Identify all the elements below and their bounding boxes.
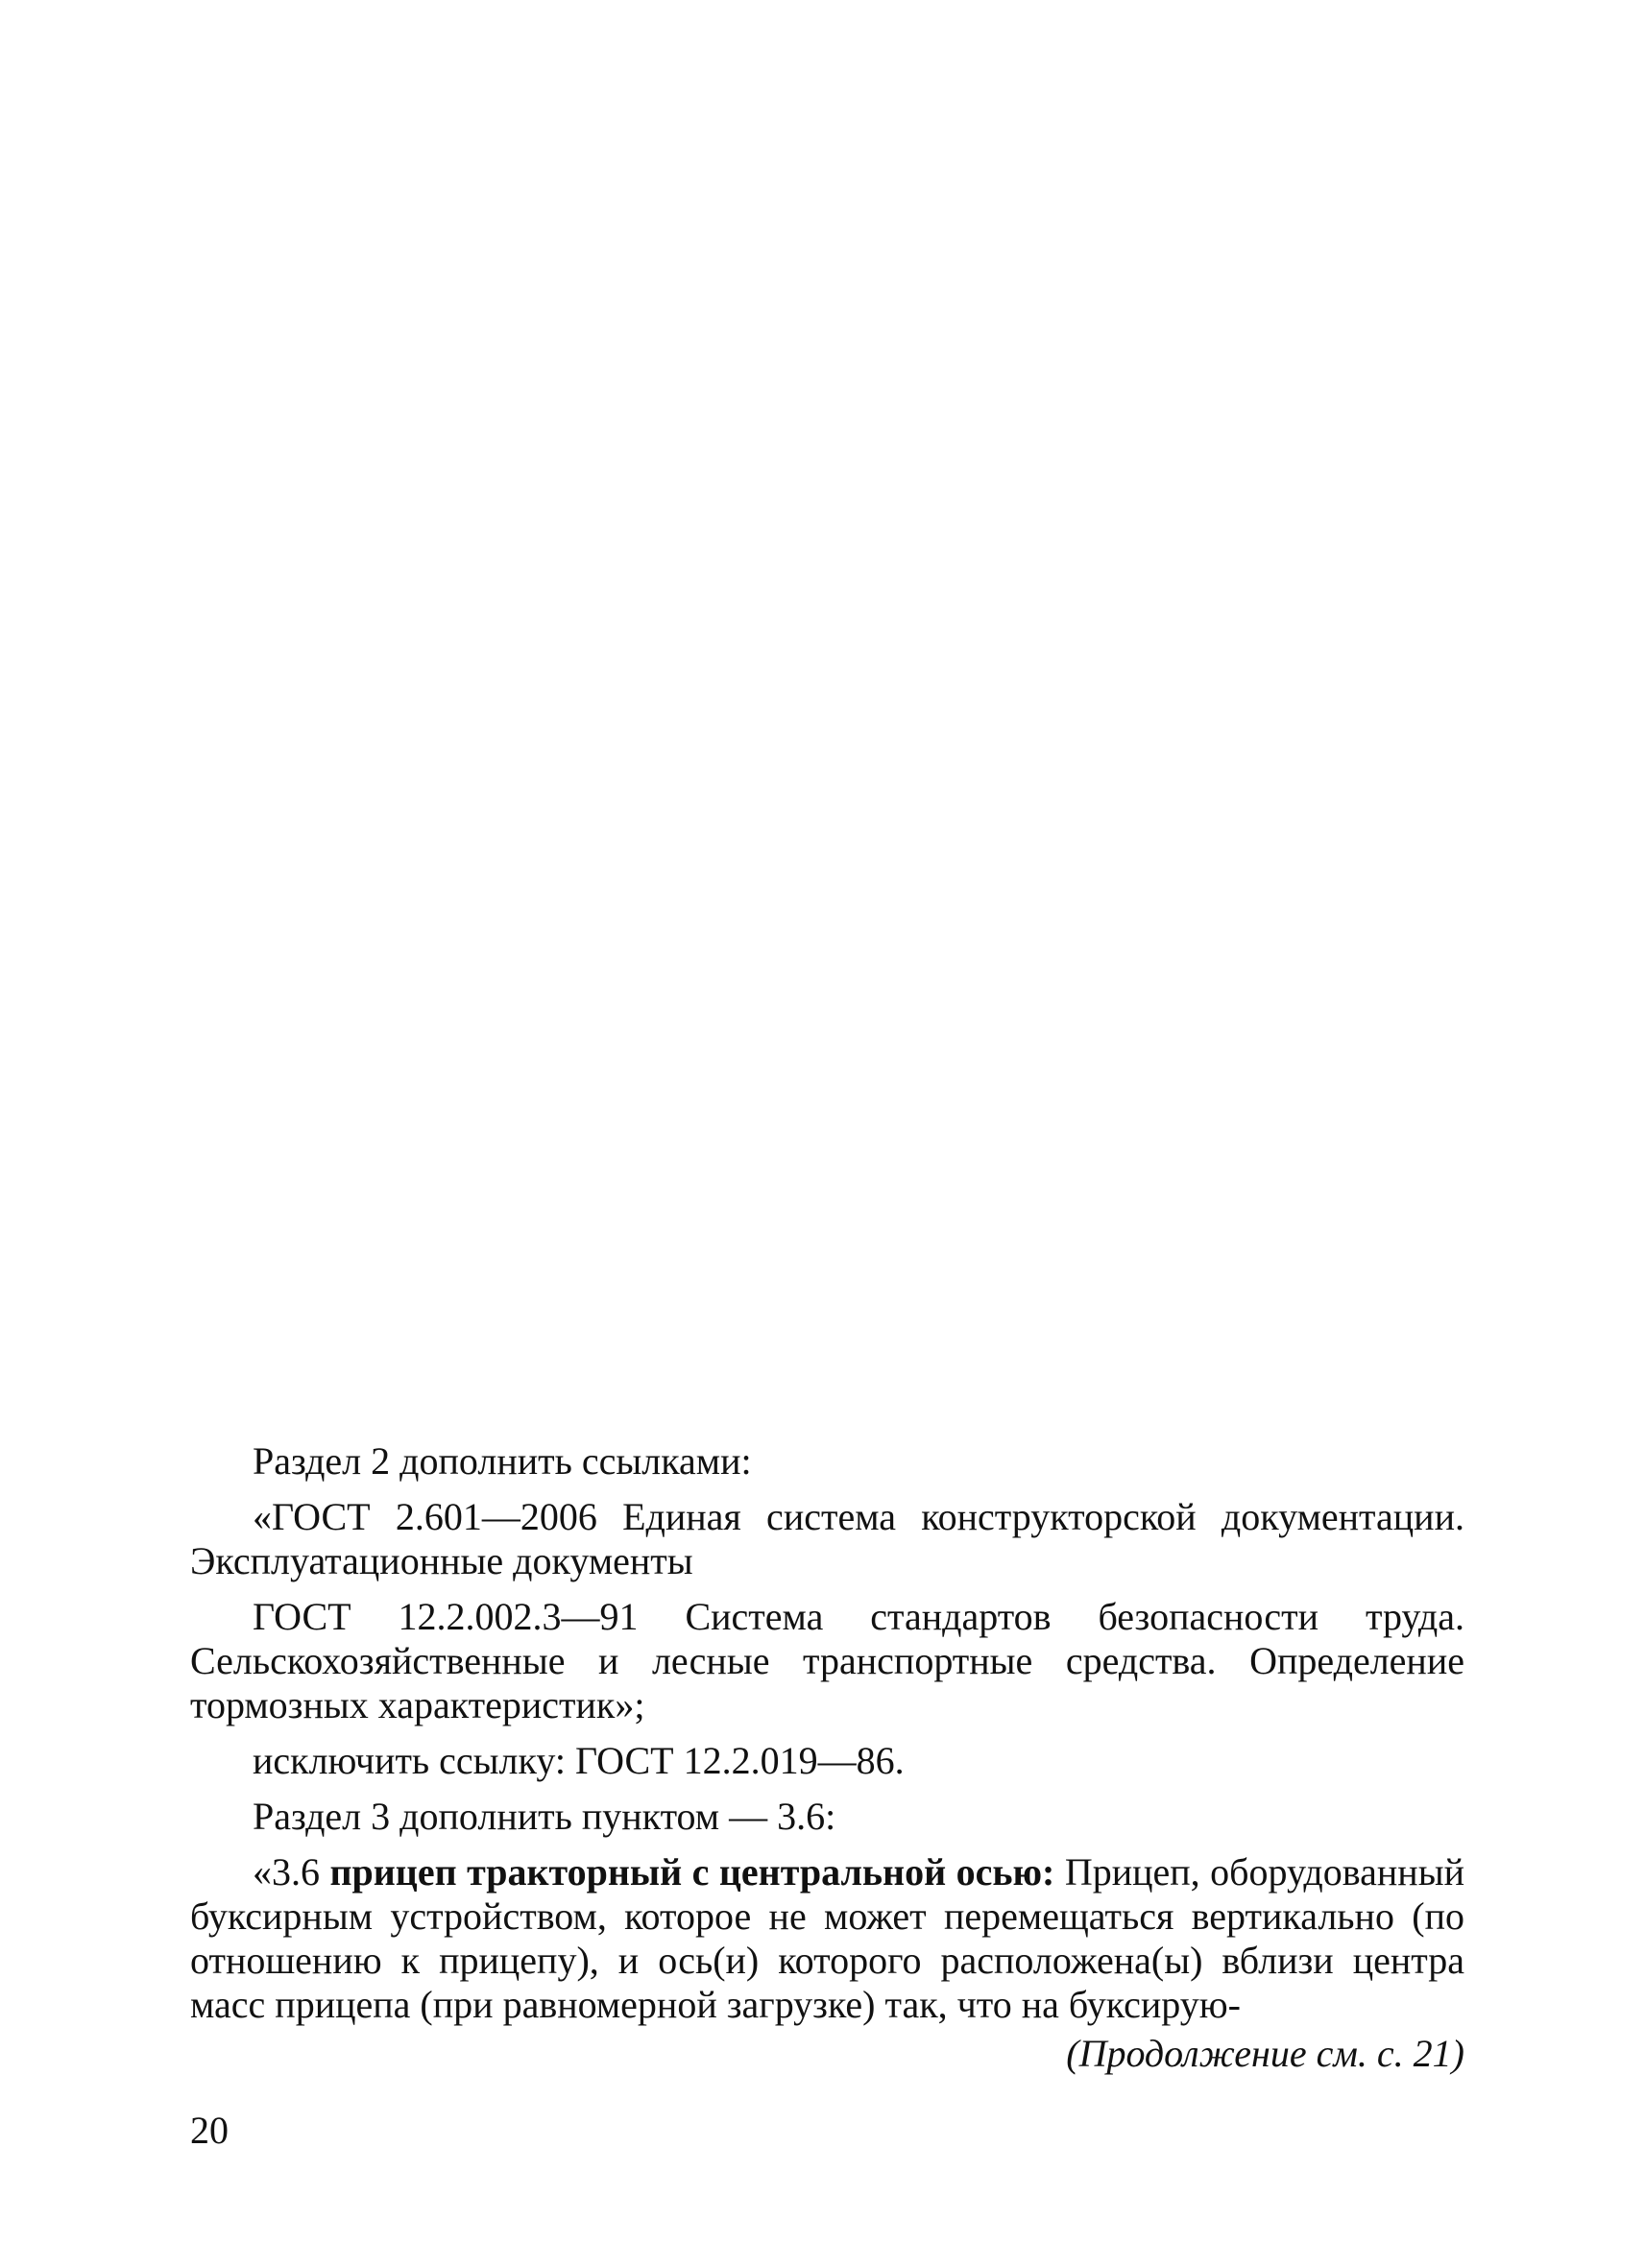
definition-text: Прицеп, оборудованный буксирным устройством, которое не может перемещаться вертикально (по отношению к прицепу), и ось(и) которого расположена(ы) вблизи центра масс прицепа (при равномерной загрузке) так, что на буксирую- [190, 1850, 1464, 2026]
paragraph-section-2-intro: Раздел 2 дополнить ссылками: [253, 1439, 752, 1483]
page-number: 20 [190, 2109, 229, 2152]
paragraph-definition-3-6 [190, 1850, 1464, 2027]
paragraph-section-3-intro: Раздел 3 дополнить пунктом — 3.6: [253, 1795, 836, 1838]
definition-term: прицеп тракторный с центральной осью: [329, 1850, 1055, 1894]
paragraph-gost-2-601: «ГОСТ 2.601—2006 Единая система конструкторской документации. Эксплуатационные документы [190, 1495, 1464, 1582]
definition-number: «3.6 [253, 1850, 330, 1894]
continuation-note: (Продолжение см. с. 21) [1066, 2032, 1464, 2075]
document-body [190, 1439, 1464, 2027]
paragraph-gost-12-2-002-3: ГОСТ 12.2.002.3—91 Система стандартов безопасности труда. Сельскохозяйственные и лесные транспортные средства. Определение тормозных характеристик»; [190, 1595, 1464, 1726]
paragraph-exclude-reference: исключить ссылку: ГОСТ 12.2.019—86. [253, 1739, 905, 1782]
